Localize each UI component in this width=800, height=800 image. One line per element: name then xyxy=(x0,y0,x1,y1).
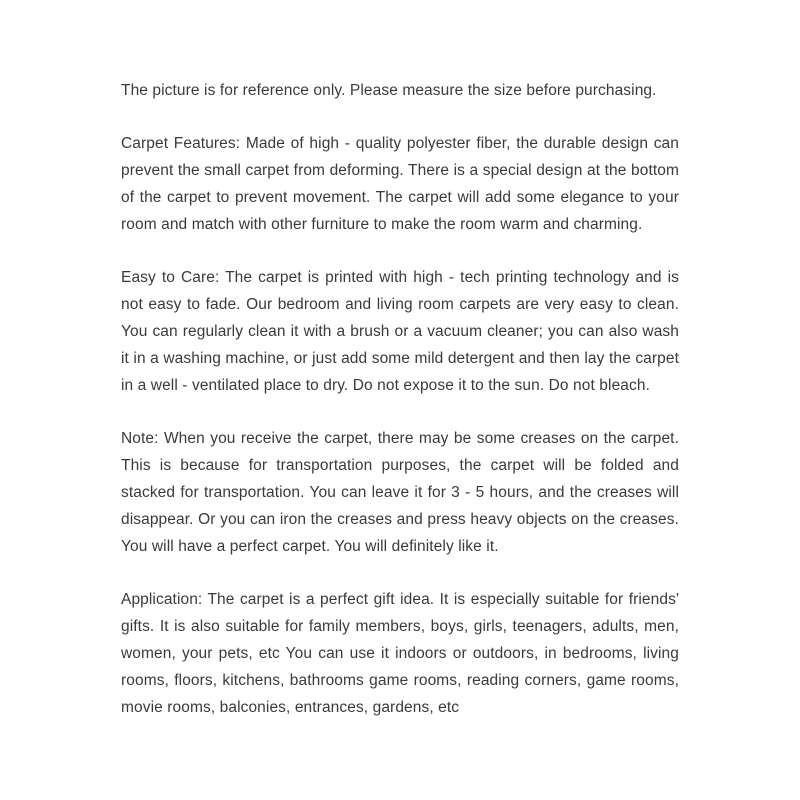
paragraph-note: Note: When you receive the carpet, there may be some creases on the carpet. This is because for transportation purposes, the carpet will be folded and stacked for transportation. You can leave it for 3 - 5 hours, and the creases will disappear. Or you can iron the creases and press heavy objects on the creases. You will have a perfect carpet. You will definitely like it. xyxy=(121,430,679,555)
paragraph-reference-notice: The picture is for reference only. Please measure the size before purchasing. xyxy=(121,82,657,99)
description-text-block xyxy=(121,77,679,747)
paragraph-easy-to-care: Easy to Care: The carpet is printed with high - tech printing technology and is not easy to fade. Our bedroom and living room carpets are very easy to clean. You can regularly clean it with a brush or a vacuum cleaner; you can also wash it in a washing machine, or just add some mild detergent and then lay the carpet in a well - ventilated place to dry. Do not expose it to the sun. Do not bleach. xyxy=(121,269,679,394)
paragraph-application: Application: The carpet is a perfect gift idea. It is especially suitable for friends' gifts. It is also suitable for family members, boys, girls, teenagers, adults, men, women, your pets, etc You can use it indoors or outdoors, in bedrooms, living rooms, floors, kitchens, bathrooms game rooms, reading corners, game rooms, movie rooms, balconies, entrances, gardens, etc xyxy=(121,591,679,716)
paragraph-carpet-features: Carpet Features: Made of high - quality polyester fiber, the durable design can prevent the small carpet from deforming. There is a special design at the bottom of the carpet to prevent movement. The carpet will add some elegance to your room and match with other furniture to make the room warm and charming. xyxy=(121,135,679,233)
